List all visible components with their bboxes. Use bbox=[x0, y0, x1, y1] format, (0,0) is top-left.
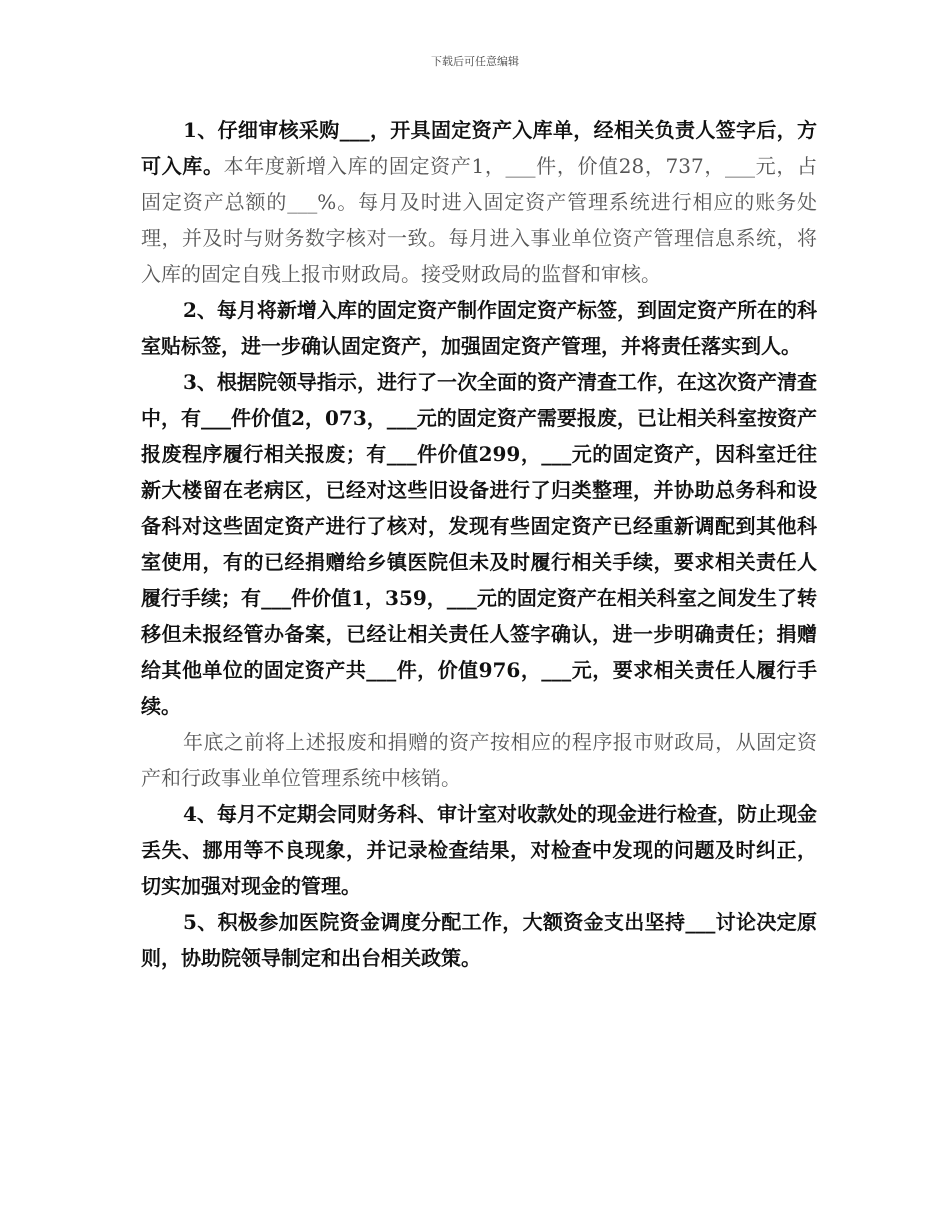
paragraph-1 bbox=[141, 112, 817, 292]
paragraph-1-normal: 本年度新增入库的固定资产1，___件，价值28，737，___元，占固定资产总额的___%。每月及时进入固定资产管理系统进行相应的账务处理，并及时与财务数字核对一致。每月进入事业单位资产管理信息系统，将入库的固定自残上报市财政局。接受财政局的监督和审核。 bbox=[141, 154, 817, 286]
paragraph-3-bold: 3、根据院领导指示，进行了一次全面的资产清查工作，在这次资产清查中，有___件价值2，073，___元的固定资产需要报废，已让相关科室按资产报废程序履行相关报废；有___件价值299，___元的固定资产，因科室迁往新大楼留在老病区，已经对这些旧设备进行了归类整理，并协助总务科和设备科对这些固定资产进行了核对，发现有些固定资产已经重新调配到其他科室使用，有的已经捐赠给乡镇医院但未及时履行相关手续，要求相关责任人履行手续；有___件价值1，359，___元的固定资产在相关科室之间发生了转移但未报经管办备案，已经让相关责任人签字确认，进一步明确责任；捐赠给其他单位的固定资产共___件，价值976，___元，要求相关责任人履行手续。 bbox=[141, 370, 817, 718]
page-header: 下载后可任意编辑 bbox=[431, 55, 519, 68]
paragraph-6 bbox=[141, 904, 817, 976]
paragraph-2 bbox=[141, 292, 817, 364]
paragraph-2-bold: 2、每月将新增入库的固定资产制作固定资产标签，到固定资产所在的科室贴标签，进一步确认固定资产，加强固定资产管理，并将责任落实到人。 bbox=[141, 298, 817, 358]
paragraph-4 bbox=[141, 724, 817, 796]
paragraph-6-bold: 5、积极参加医院资金调度分配工作，大额资金支出坚持___讨论决定原则，协助院领导制定和出台相关政策。 bbox=[141, 910, 817, 970]
paragraph-5 bbox=[141, 796, 817, 904]
paragraph-3 bbox=[141, 364, 817, 724]
paragraph-5-bold: 4、每月不定期会同财务科、审计室对收款处的现金进行检查，防止现金丢失、挪用等不良现象，并记录检查结果，对检查中发现的问题及时纠正，切实加强对现金的管理。 bbox=[141, 802, 817, 898]
paragraph-4-normal: 年底之前将上述报废和捐赠的资产按相应的程序报市财政局，从固定资产和行政事业单位管理系统中核销。 bbox=[141, 730, 817, 790]
paragraph-1-bold: 1、仔细审核采购___，开具固定资产入库单，经相关负责人签字后，方可入库。 bbox=[141, 118, 817, 178]
document-body bbox=[141, 112, 817, 976]
